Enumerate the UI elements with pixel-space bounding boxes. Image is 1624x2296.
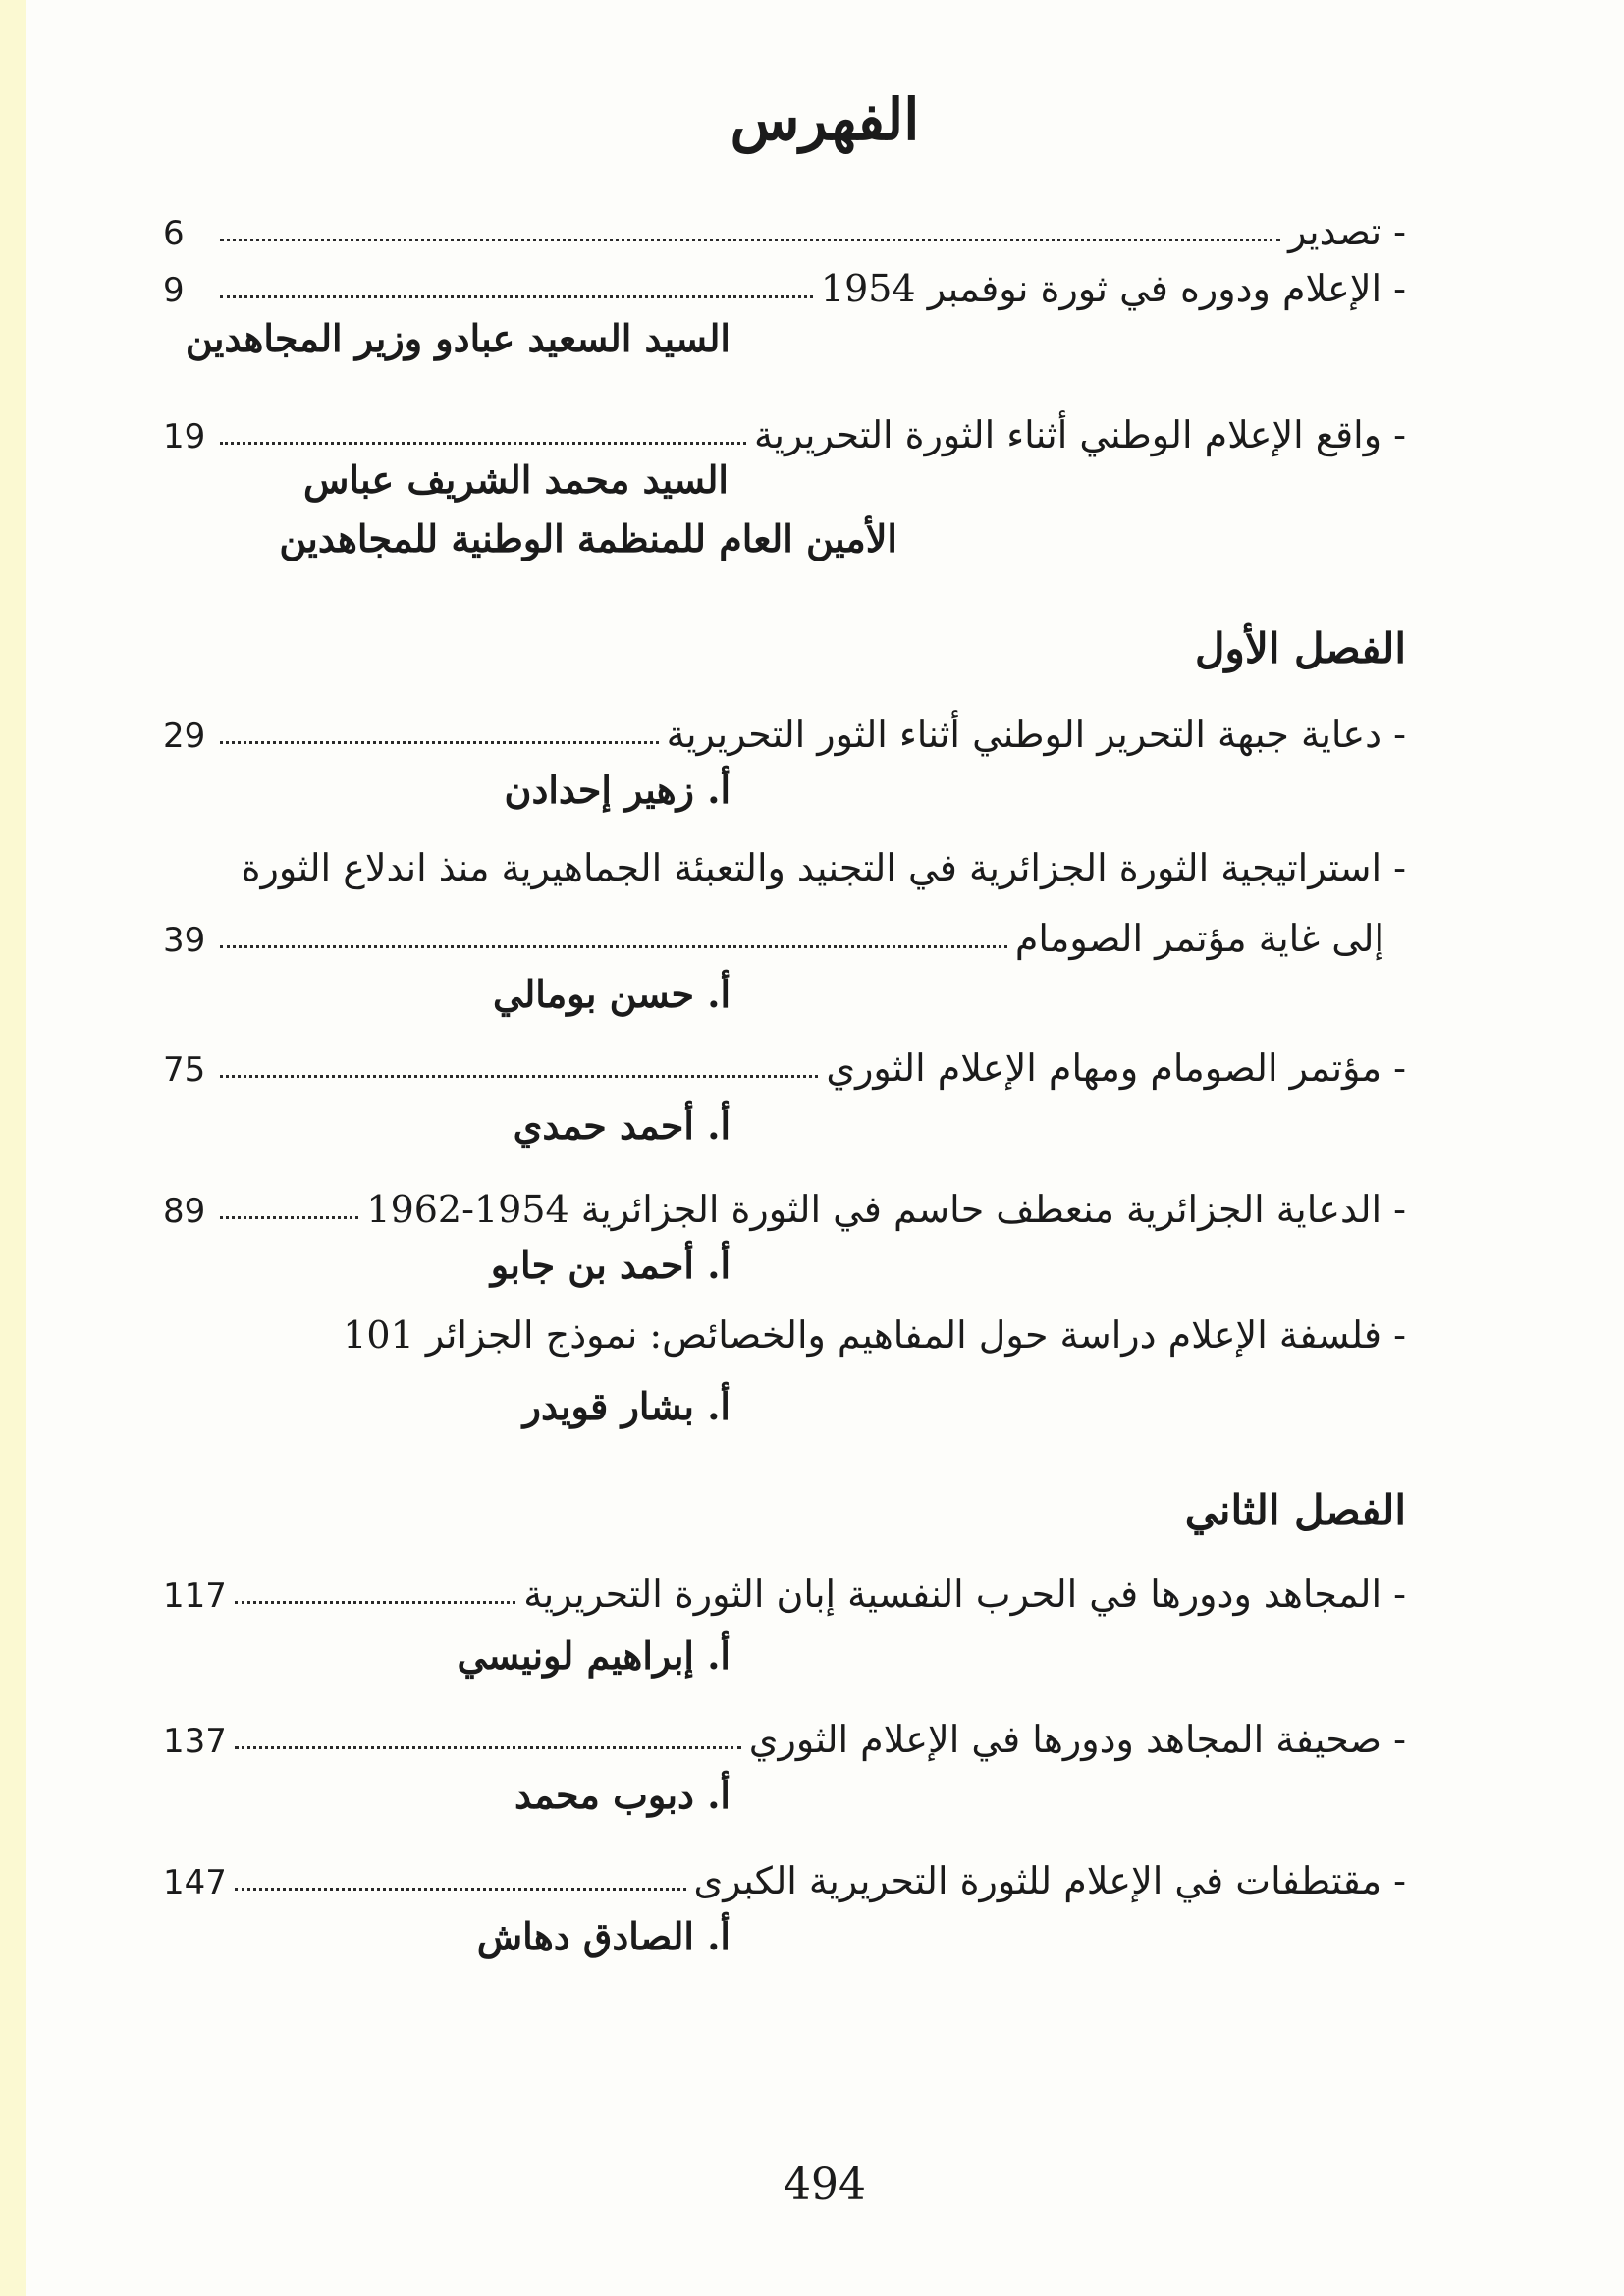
- entry-page: 137: [163, 1722, 227, 1761]
- toc-entry: [163, 901, 1384, 960]
- entry-author: أ. الصادق دهاش: [476, 1914, 731, 1958]
- entry-title: - صحيفة المجاهد ودورها في الإعلام الثوري: [748, 1718, 1406, 1761]
- dot-leader: [220, 442, 746, 445]
- entry-page: 39: [163, 921, 206, 960]
- dot-leader: [220, 239, 1280, 241]
- dot-leader: [220, 945, 1007, 948]
- entry-title: - تصدير: [1288, 210, 1406, 253]
- entry-author: أ. دبوب محمد: [514, 1773, 731, 1817]
- toc-entry: [163, 1031, 1406, 1090]
- entry-page: 75: [163, 1050, 206, 1090]
- toc-entry: [163, 1557, 1406, 1616]
- dot-leader: [220, 1075, 818, 1078]
- entry-page: 9: [163, 271, 185, 310]
- entry-author: أ. حسن بومالي: [493, 972, 731, 1016]
- entry-title: - دعاية جبهة التحرير الوطني أثناء الثور التحريرية: [666, 713, 1406, 756]
- toc-entry: [163, 1702, 1406, 1761]
- page-title: الفهرس: [730, 86, 920, 153]
- page-edge-strip: [0, 0, 26, 2296]
- toc-entry: [163, 1172, 1406, 1231]
- entry-author: أ. زهير إحدادن: [504, 768, 731, 812]
- toc-entry: [163, 194, 1406, 253]
- entry-page: 29: [163, 717, 206, 756]
- entry-title: - واقع الإعلام الوطني أثناء الثورة التحريرية: [754, 413, 1406, 456]
- entry-page: 19: [163, 417, 206, 456]
- entry-title: إلى غاية مؤتمر الصومام: [1014, 917, 1384, 960]
- dot-leader: [220, 295, 813, 298]
- entry-author: أ. أحمد حمدي: [513, 1103, 731, 1148]
- entry-author-role: الأمين العام للمنظمة الوطنية للمجاهدين: [279, 516, 897, 561]
- dot-leader: [220, 1216, 358, 1219]
- toc-entry: [163, 697, 1406, 756]
- dot-leader: [235, 1601, 515, 1604]
- entry-title: - الدعاية الجزائرية منعطف حاسم في الثورة الجزائرية 1954-1962: [366, 1188, 1406, 1231]
- entry-title: - مؤتمر الصومام ومهام الإعلام الثوري: [826, 1046, 1406, 1090]
- entry-title: - مقتطفات في الإعلام للثورة التحريرية الكبرى: [693, 1859, 1406, 1902]
- toc-entry: [163, 1843, 1406, 1902]
- dot-leader: [220, 741, 659, 744]
- entry-author: أ. بشار قويدر: [522, 1384, 731, 1428]
- chapter-heading: الفصل الأول: [1195, 624, 1406, 672]
- entry-author: أ. أحمد بن جابو: [490, 1243, 731, 1287]
- entry-page: 6: [163, 214, 185, 253]
- entry-page: 147: [163, 1863, 227, 1902]
- page-number: 494: [784, 2160, 866, 2210]
- toc-entry: [163, 398, 1406, 456]
- entry-author: السيد محمد الشريف عباس: [303, 457, 729, 502]
- dot-leader: [235, 1746, 741, 1749]
- toc-page: [26, 0, 1624, 2296]
- entry-title-line1: - استراتيجية الثورة الجزائرية في التجنيد والتعبئة الجماهيرية منذ اندلاع الثورة: [241, 846, 1406, 889]
- entry-author: السيد السعيد عبادو وزير المجاهدين: [185, 316, 731, 360]
- entry-title: - المجاهد ودورها في الحرب النفسية إبان الثورة التحريرية: [523, 1573, 1406, 1616]
- chapter-heading: الفصل الثاني: [1184, 1486, 1406, 1534]
- toc-entry: [163, 251, 1406, 310]
- entry-page: 89: [163, 1192, 206, 1231]
- entry-author: أ. إبراهيم لونيسي: [457, 1633, 731, 1678]
- entry-title: - فلسفة الإعلام دراسة حول المفاهيم والخصائص: نموذج الجزائر 101: [343, 1313, 1406, 1357]
- dot-leader: [235, 1888, 686, 1891]
- entry-title: - الإعلام ودوره في ثورة نوفمبر 1954: [820, 267, 1406, 310]
- entry-page: 117: [163, 1576, 227, 1616]
